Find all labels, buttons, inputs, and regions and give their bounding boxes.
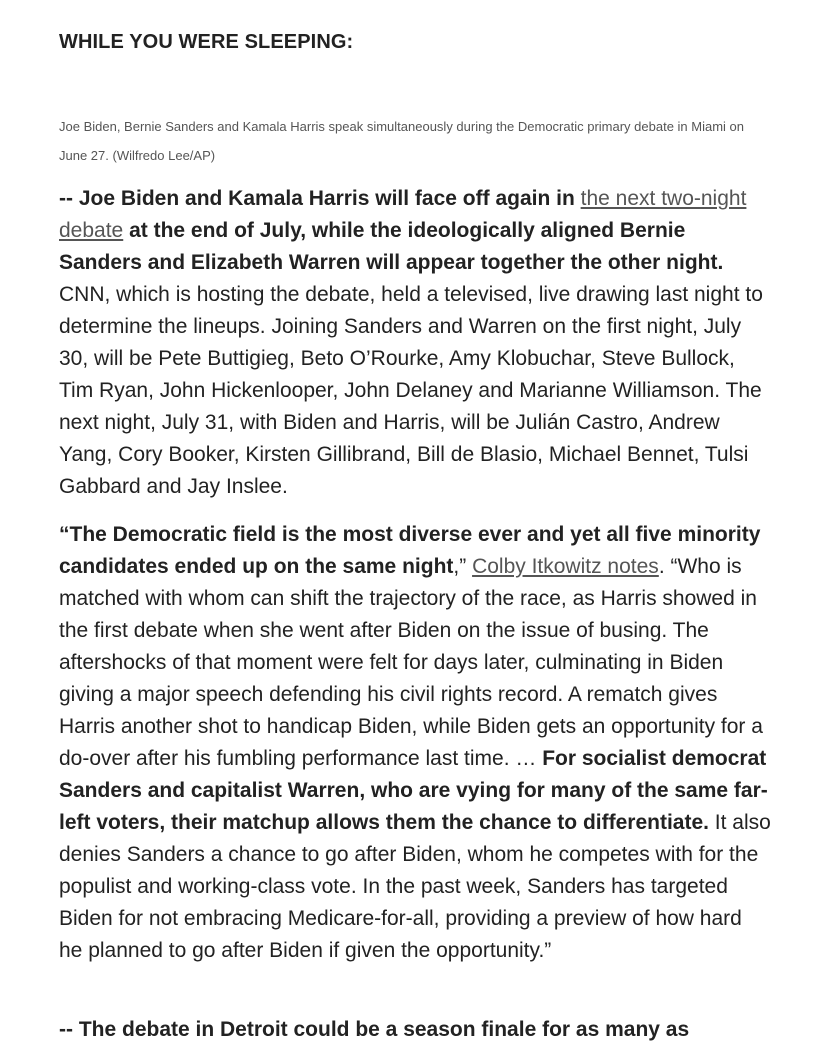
- bold-quote-2: For socialist democrat Sanders and capitalist Warren, who are vying for many of the same far-left voters, their matchup allows them the chance to differentiate.: [59, 747, 768, 834]
- next-debate-link[interactable]: the next two-night debate: [59, 187, 747, 242]
- section-heading: WHILE YOU WERE SLEEPING:: [59, 31, 354, 53]
- paragraph-detroit-debate: [59, 1014, 771, 1046]
- bold-quote-1: “The Democratic field is the most diverse ever and yet all five minority candidates ended up on the same night: [59, 523, 761, 578]
- paragraph-text: It also denies Sanders a chance to go after Biden, whom he competes with for the populist and working-class vote. In the past week, Sanders has targeted Biden for not embracing Medicare-for-all, providing a preview of how hard he planned to go after Biden if given the opportunity.”: [59, 811, 771, 962]
- paragraph-text: ,”: [453, 555, 473, 578]
- paragraph-diverse-field: [59, 519, 771, 967]
- bold-lead-3: -- The debate in Detroit could be a season finale for as many as: [59, 1018, 690, 1041]
- paragraph-text: CNN, which is hosting the debate, held a televised, live drawing last night to determine the lineups. Joining Sanders and Warren on the first night, July 30, will be Pete Buttigieg, Beto O’Rourke, Amy Klobuchar, Steve Bullock, Tim Ryan, John Hickenlooper, John Delaney and Marianne Williamson. The next night, July 31, with Biden and Harris, will be Julián Castro, Andrew Yang, Cory Booker, Kirsten Gillibrand, Bill de Blasio, Michael Bennet, Tulsi Gabbard and Jay Inslee.: [59, 283, 763, 498]
- photo-caption: Joe Biden, Bernie Sanders and Kamala Harris speak simultaneously during the Democratic primary debate in Miami on June 27. (Wilfredo Lee/AP): [59, 119, 745, 163]
- bold-lead-2: at the end of July, while the ideologically aligned Bernie Sanders and Elizabeth Warren will appear together the other night.: [59, 219, 724, 274]
- paragraph-text: . “Who is matched with whom can shift the trajectory of the race, as Harris showed in the first debate when she went after Biden on the issue of busing. The aftershocks of that moment were felt for days later, culminating in Biden giving a major speech defending his civil rights record. A rematch gives Harris another shot to handicap Biden, while Biden gets an opportunity for a do-over after his fumbling performance last time. …: [59, 555, 763, 770]
- bold-lead-1: -- Joe Biden and Kamala Harris will face off again in: [59, 187, 581, 210]
- paragraph-debate-lineup: [59, 183, 771, 503]
- colby-itkowitz-link[interactable]: Colby Itkowitz notes: [472, 555, 659, 578]
